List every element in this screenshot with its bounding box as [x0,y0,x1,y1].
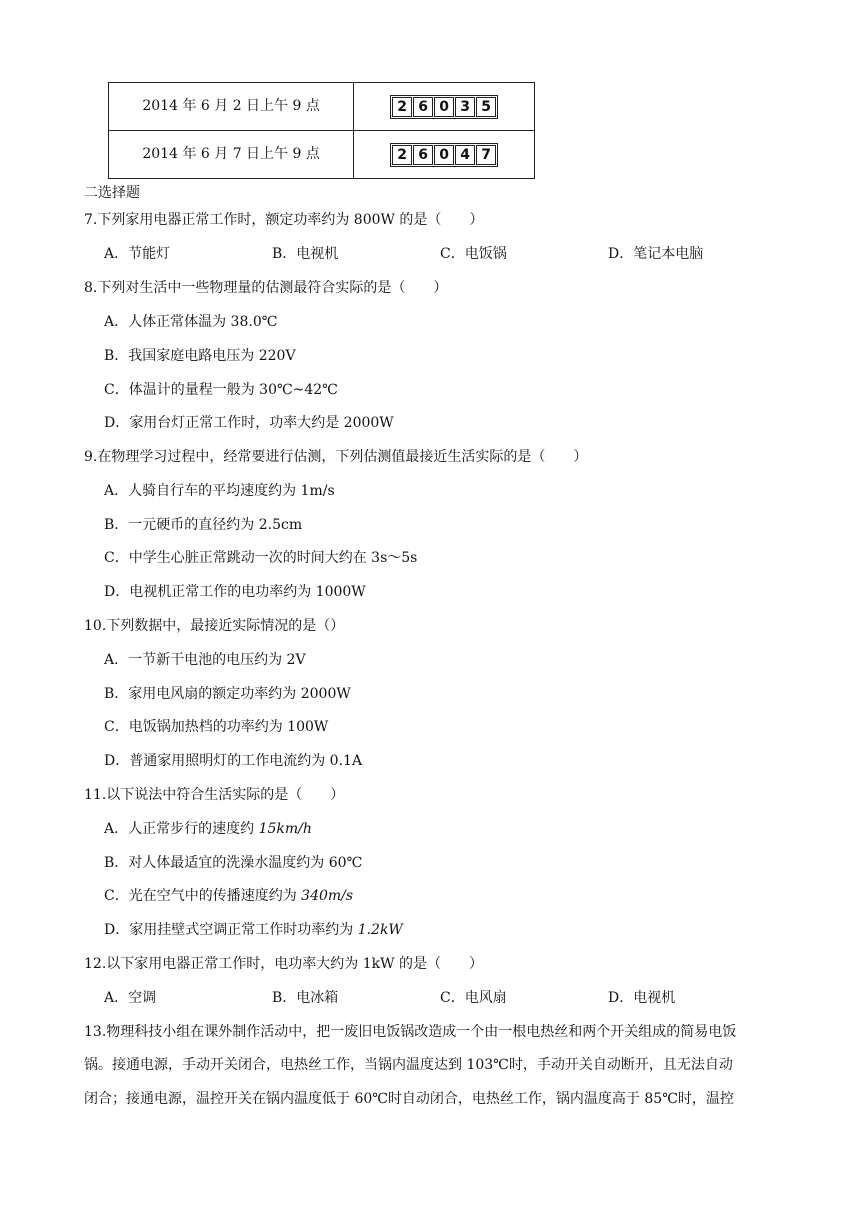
option-c: C．光在空气中的传播速度约为 340m/s [104,888,354,904]
option-d: D．笔记本电脑 [608,246,704,262]
section-title: 二选择题 [84,185,140,201]
option-d: D．电视机 [608,990,676,1006]
option-b: B．对人体最适宜的洗澡水温度约为 60℃ [104,855,363,871]
date-cell: 2014 年 6 月 2 日上午 9 点 [109,83,354,131]
meter-reading-cell [354,131,535,179]
option-b: B．电冰箱 [272,990,339,1006]
option-c: C．中学生心脏正常跳动一次的时间大约在 3s～5s [104,550,418,566]
question-12-stem: 12.以下家用电器正常工作时，电功率大约为 1kW 的是（ ） [84,956,483,972]
meter-digit: 0 [434,145,454,165]
table-row [109,131,535,179]
meter-digit: 3 [455,97,475,117]
math-expression: 1.2kW [357,922,403,938]
option-d: D．家用挂壁式空调正常工作时功率约为 1.2kW [104,922,403,938]
meter-digit: 2 [392,145,412,165]
option-a: A．人体正常体温为 38.0℃ [104,314,278,330]
meter-digits [390,95,498,119]
option-d: D．家用台灯正常工作时，功率大约是 2000W [104,415,394,431]
option-c: C．电饭锅加热档的功率约为 100W [104,719,329,735]
option-b: B．家用电风扇的额定功率约为 2000W [104,686,351,702]
meter-digit: 6 [413,145,433,165]
question-7-options [104,244,784,264]
question-9-stem: 9.在物理学习过程中，经常要进行估测，下列估测值最接近生活实际的是（ ） [84,449,588,465]
option-d: D．电视机正常工作的电功率约为 1000W [104,584,366,600]
meter-digits [390,143,498,167]
meter-digit: 4 [455,145,475,165]
meter-reading-table [108,82,535,179]
question-13-line: 13.物理科技小组在课外制作活动中，把一废旧电饭锅改造成一个由一根电热丝和两个开关组成的简易电饭 [84,1024,737,1040]
option-a: A．人骑自行车的平均速度约为 1m/s [104,483,335,499]
meter-digit: 6 [413,97,433,117]
question-13-line: 锅。接通电源，手动开关闭合，电热丝工作，当锅内温度达到 103℃时，手动开关自动断开，且无法自动 [84,1057,733,1073]
question-10-stem: 10.下列数据中，最接近实际情况的是（） [84,618,345,634]
question-7-stem: 7.下列家用电器正常工作时，额定功率约为 800W 的是（ ） [84,212,484,228]
math-expression: 15km/h [258,821,312,837]
meter-digit: 0 [434,97,454,117]
question-13-line: 闭合；接通电源，温控开关在锅内温度低于 60℃时自动闭合，电热丝工作，锅内温度高于 85℃时，温控 [84,1091,734,1107]
meter-digit: 2 [392,97,412,117]
option-a: A．空调 [104,990,157,1006]
table-row [109,83,535,131]
question-11-stem: 11.以下说法中符合生活实际的是（ ） [84,787,345,803]
math-expression: 340m/s [301,888,354,904]
meter-reading-cell [354,83,535,131]
option-c: C．电风扇 [440,990,507,1006]
option-a: A．节能灯 [104,246,171,262]
meter-digit: 5 [476,97,496,117]
date-cell: 2014 年 6 月 7 日上午 9 点 [109,131,354,179]
option-b: B．我国家庭电路电压为 220V [104,348,296,364]
math-expression: 60℃ [328,855,363,871]
option-a: A．一节新干电池的电压约为 2V [104,652,306,668]
meter-digit: 7 [476,145,496,165]
option-c: C．电饭锅 [440,246,507,262]
option-a: A．人正常步行的速度约 15km/h [104,821,312,837]
option-b: B．电视机 [272,246,339,262]
option-d: D．普通家用照明灯的工作电流约为 0.1A [104,753,363,769]
question-8-stem: 8.下列对生活中一些物理量的估测最符合实际的是（ ） [84,280,448,296]
option-b: B．一元硬币的直径约为 2.5cm [104,517,303,533]
option-c: C．体温计的量程一般为 30℃~42℃ [104,382,338,398]
question-12-options [104,988,784,1008]
